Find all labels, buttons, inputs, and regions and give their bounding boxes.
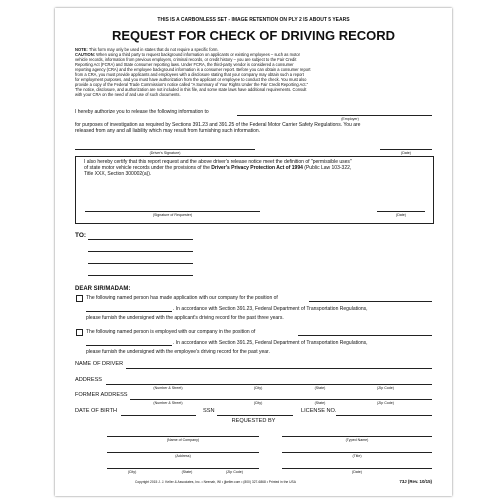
- address-street-caption: (Number & Street): [153, 386, 183, 390]
- driver-date-caption: (Date): [401, 151, 411, 155]
- footer-form-number: 73J (Rev. 10/15): [399, 479, 432, 484]
- to-label: TO:: [75, 232, 87, 239]
- requester-date-caption-2: (Date): [352, 470, 362, 474]
- caution-line-7: provide a copy of the Federal Trade Commission's notice called "A Summary of Your Rights Under the Fair Credit Reporting Act.": [75, 82, 309, 87]
- option-applicant-line-1: The following named person has made application with our company for the position of: [86, 295, 278, 301]
- footer-copyright: Copyright 2015 J. J. Keller & Associates, Inc. • Neenah, WI • jjkeller.com • (800) 327-6868 • Printed in the USA: [135, 480, 296, 484]
- address-state-caption: (State): [314, 386, 326, 390]
- certification-line-1: I also hereby certify that this report request and the above driver's release notice meet the definition of "permissible uses": [84, 159, 352, 165]
- address-city-caption: (City): [253, 386, 263, 390]
- requester-zip-caption: (Zip Code): [226, 470, 243, 474]
- authorization-line-1: I hereby authorize you to release the following information to: [75, 109, 209, 115]
- requester-state-caption: (State): [181, 470, 193, 474]
- caution-line-4: reporting agency (CRA) and the employee background information is a consumer report. Before you can obtain a consumer report: [75, 67, 311, 72]
- authorization-line-3: released from any and all liability which may result from furnishing such information.: [75, 128, 261, 134]
- driver-date-field[interactable]: [380, 149, 432, 150]
- to-line-2[interactable]: [88, 251, 193, 252]
- date-of-birth-field[interactable]: [121, 415, 196, 416]
- requester-signature-field[interactable]: [85, 211, 260, 212]
- typed-name-field[interactable]: [282, 436, 432, 437]
- caution-line-8: The notice, disclosure, and authorization are not included in this file, and some state laws have additional requirements. Consult: [75, 87, 307, 92]
- name-of-driver-label: NAME OF DRIVER: [75, 361, 124, 367]
- caution-line-6: for employment purposes, and you must have authorization from the applicant or employee to conduct the check. You must also: [75, 77, 307, 82]
- name-of-driver-field[interactable]: [126, 368, 432, 369]
- to-line-3[interactable]: [88, 263, 193, 264]
- employer-field[interactable]: [237, 115, 432, 116]
- company-name-field[interactable]: [107, 436, 259, 437]
- option-applicant-line-2: . In accordance with Section 391.23, Federal Department of Transportation Regulations,: [173, 306, 368, 312]
- option-employee-line-2: . In accordance with Section 391.25, Federal Department of Transportation Regulations,: [173, 340, 368, 346]
- to-line-4[interactable]: [88, 275, 193, 276]
- address-label: ADDRESS: [75, 377, 103, 383]
- to-line-1[interactable]: [88, 239, 193, 240]
- employer-caption: (Employer): [341, 117, 359, 121]
- requester-address-caption: (Address): [175, 454, 191, 458]
- salutation: DEAR SIR/MADAM:: [75, 286, 131, 292]
- employee-position-field-2[interactable]: [86, 345, 172, 346]
- former-address-label: FORMER ADDRESS: [75, 392, 128, 398]
- driver-signature-caption: (Driver's Signature): [149, 151, 181, 155]
- employee-position-field[interactable]: [298, 335, 432, 336]
- certification-line-3: Title XXX, Section 300002(a)).: [84, 171, 152, 177]
- carbonless-notice: THIS IS A CARBONLESS SET - IMAGE RETENTION ON PLY 2 IS ABOUT 5 YEARS: [157, 17, 350, 23]
- requester-date-field-2[interactable]: [282, 468, 432, 469]
- applicant-position-field-2[interactable]: [86, 311, 172, 312]
- license-no-field[interactable]: [336, 415, 432, 416]
- ssn-field[interactable]: [217, 415, 293, 416]
- note-line: NOTE: This form may only be used in states that do not require a specific form.: [75, 47, 219, 52]
- form-sheet: [55, 8, 452, 496]
- caution-line-9: with your CRA on the need of and use of such documents.: [75, 92, 181, 97]
- former-address-field[interactable]: [130, 399, 432, 400]
- option-employee-line-3: please furnish the undersigned with the employee's driving record for the past year.: [86, 349, 270, 355]
- driver-signature-field[interactable]: [75, 149, 255, 150]
- caution-line-2: vehicle records, information from previous employers, criminal records, or credit history – you are subject to the Fair Credit: [75, 57, 297, 62]
- requester-city-caption: (City): [127, 470, 137, 474]
- applicant-position-field[interactable]: [309, 301, 432, 302]
- former-city-caption: (City): [253, 401, 263, 405]
- requester-date-caption: (Date): [396, 213, 406, 217]
- requester-date-field[interactable]: [377, 211, 425, 212]
- requester-title-caption: (Title): [352, 454, 362, 458]
- requester-signature-caption: (Signature of Requester): [152, 213, 193, 217]
- ssn-label: SSN: [203, 408, 215, 414]
- former-state-caption: (State): [314, 401, 326, 405]
- form-title: REQUEST FOR CHECK OF DRIVING RECORD: [111, 28, 396, 43]
- requester-title-field[interactable]: [282, 452, 432, 453]
- authorization-line-2: for purposes of investigation as required by Sections 391.23 and 391.25 of the Federal Motor Carrier Safety Regulations. You are: [75, 122, 361, 128]
- requested-by-label: REQUESTED BY: [231, 418, 276, 424]
- caution-line-1: CAUTION: When using a third party to request background information on applicants or existing employees – such as motor: [75, 52, 301, 57]
- caution-line-5: from a CRA, you must provide applicants and employees with a disclosure stating that your company may obtain such a report: [75, 72, 304, 77]
- certification-line-2: of state motor vehicle records under the provisions of the Driver's Privacy Protection Act of 1994 (Public Law 103-322,: [84, 165, 352, 171]
- option-applicant-line-3: please furnish the undersigned with the applicant's driving record for the past three years.: [86, 315, 284, 321]
- option-employee-line-1: The following named person is employed with our company in the position of: [86, 329, 256, 335]
- option-applicant-checkbox[interactable]: [76, 295, 83, 302]
- former-street-caption: (Number & Street): [153, 401, 183, 405]
- option-employee-checkbox[interactable]: [76, 329, 83, 336]
- caution-line-3: Reporting Act (FCRA) and State consumer reporting laws. Under FCRA, the third-party vendor is considered a consumer: [75, 62, 294, 67]
- former-zip-caption: (Zip Code): [377, 401, 394, 405]
- address-field[interactable]: [106, 384, 432, 385]
- license-no-label: LICENSE NO.: [301, 408, 337, 414]
- date-of-birth-label: DATE OF BIRTH: [75, 408, 118, 414]
- address-zip-caption: (Zip Code): [377, 386, 394, 390]
- typed-name-caption: (Typed Name): [345, 438, 369, 442]
- company-name-caption: (Name of Company): [166, 438, 200, 442]
- requester-city-state-field[interactable]: [107, 468, 259, 469]
- requester-address-field[interactable]: [107, 452, 259, 453]
